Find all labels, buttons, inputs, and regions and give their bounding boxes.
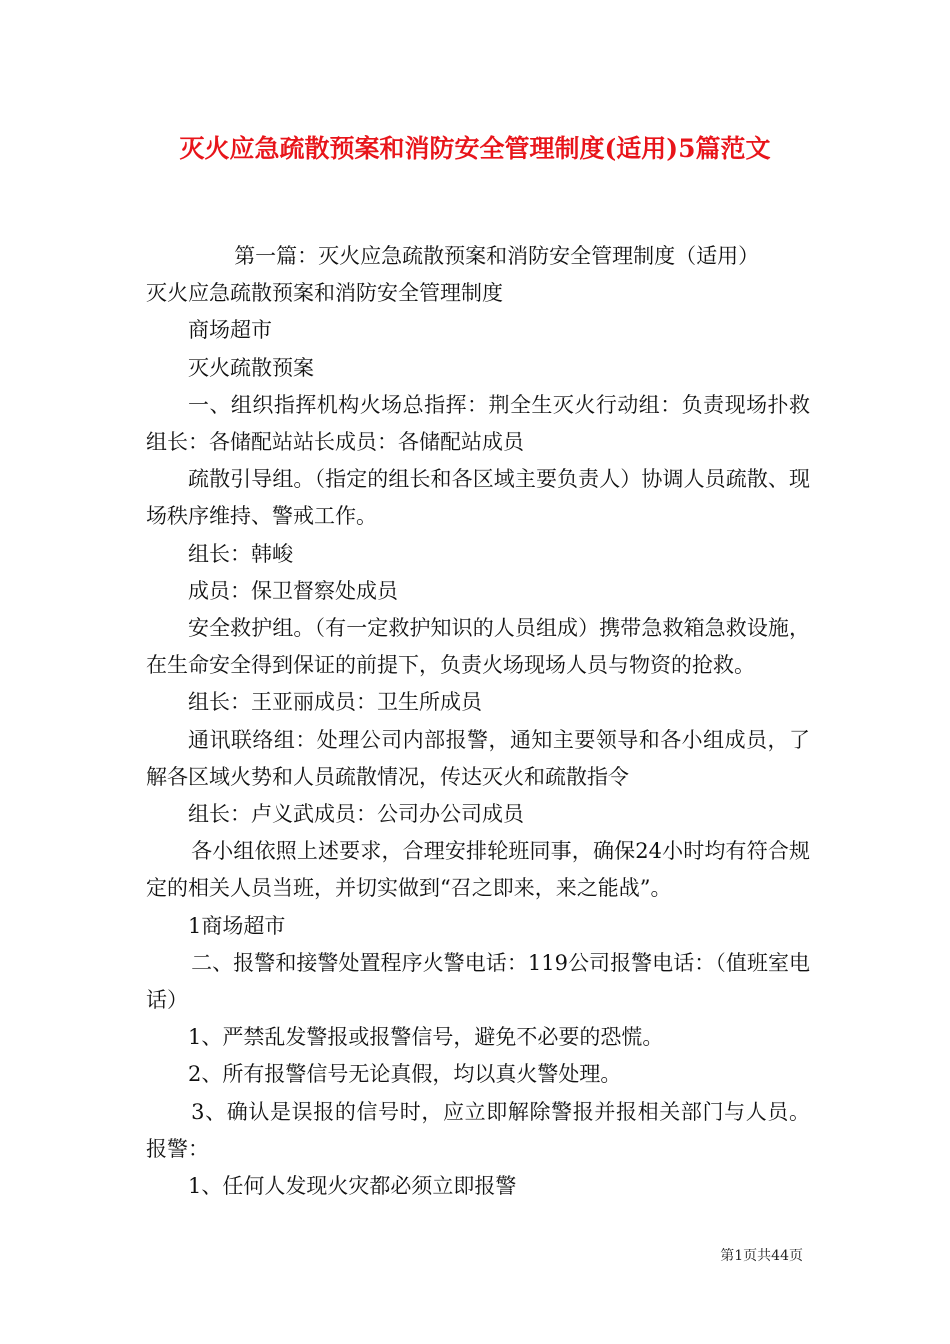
paragraph-heading: 第一篇：灭火应急疏散预案和消防安全管理制度（适用） [234,244,760,268]
paragraph: 1商场超市 [188,913,286,938]
paragraph: 3、确认是误报的信号时，应立即解除警报并报相关部门与人员。报警： [146,1099,810,1161]
paragraph: 1、严禁乱发警报或报警信号，避免不必要的恐慌。 [188,1025,664,1050]
paragraph: 成员：保卫督察处成员 [188,578,398,603]
paragraph: 组长：王亚丽成员：卫生所成员 [188,690,482,715]
paragraph: 一、组织指挥机构火场总指挥：荆全生灭火行动组：负责现场扑救组长：各储配站站长成员：各储配站成员 [146,392,810,455]
paragraph: 2、所有报警信号无论真假，均以真火警处理。 [188,1062,622,1087]
paragraph: 各小组依照上述要求，合理安排轮班同事，确保24小时均有符合规定的相关人员当班，并切实做到“召之即来，来之能战”。 [146,839,810,901]
paragraph: 组长：卢义武成员：公司办公司成员 [188,802,524,827]
paragraph: 1、任何人发现火灾都必须立即报警 [188,1174,517,1199]
paragraph: 疏散引导组。（指定的组长和各区域主要负责人）协调人员疏散、现场秩序维持、警戒工作。 [146,467,810,529]
paragraph: 二、报警和接警处置程序火警电话：119公司报警电话：（值班室电话） [146,950,810,1013]
document-title: 灭火应急疏散预案和消防安全管理制度(适用)5篇范文 [179,134,771,163]
paragraph: 组长：韩峻 [188,541,293,566]
paragraph: 灭火应急疏散预案和消防安全管理制度 [146,281,503,306]
document-body [146,238,810,1205]
paragraph: 通讯联络组：处理公司内部报警，通知主要领导和各小组成员，了解各区域火势和人员疏散情况，传达灭火和疏散指令 [146,727,810,789]
paragraph: 安全救护组。（有一定救护知识的人员组成）携带急救箱急救设施，在生命安全得到保证的前提下，负责火场现场人员与物资的抢救。 [146,616,810,678]
page-number-footer: 第1页共44页 [720,1248,803,1264]
paragraph: 灭火疏散预案 [188,355,314,380]
paragraph: 商场超市 [188,318,272,343]
